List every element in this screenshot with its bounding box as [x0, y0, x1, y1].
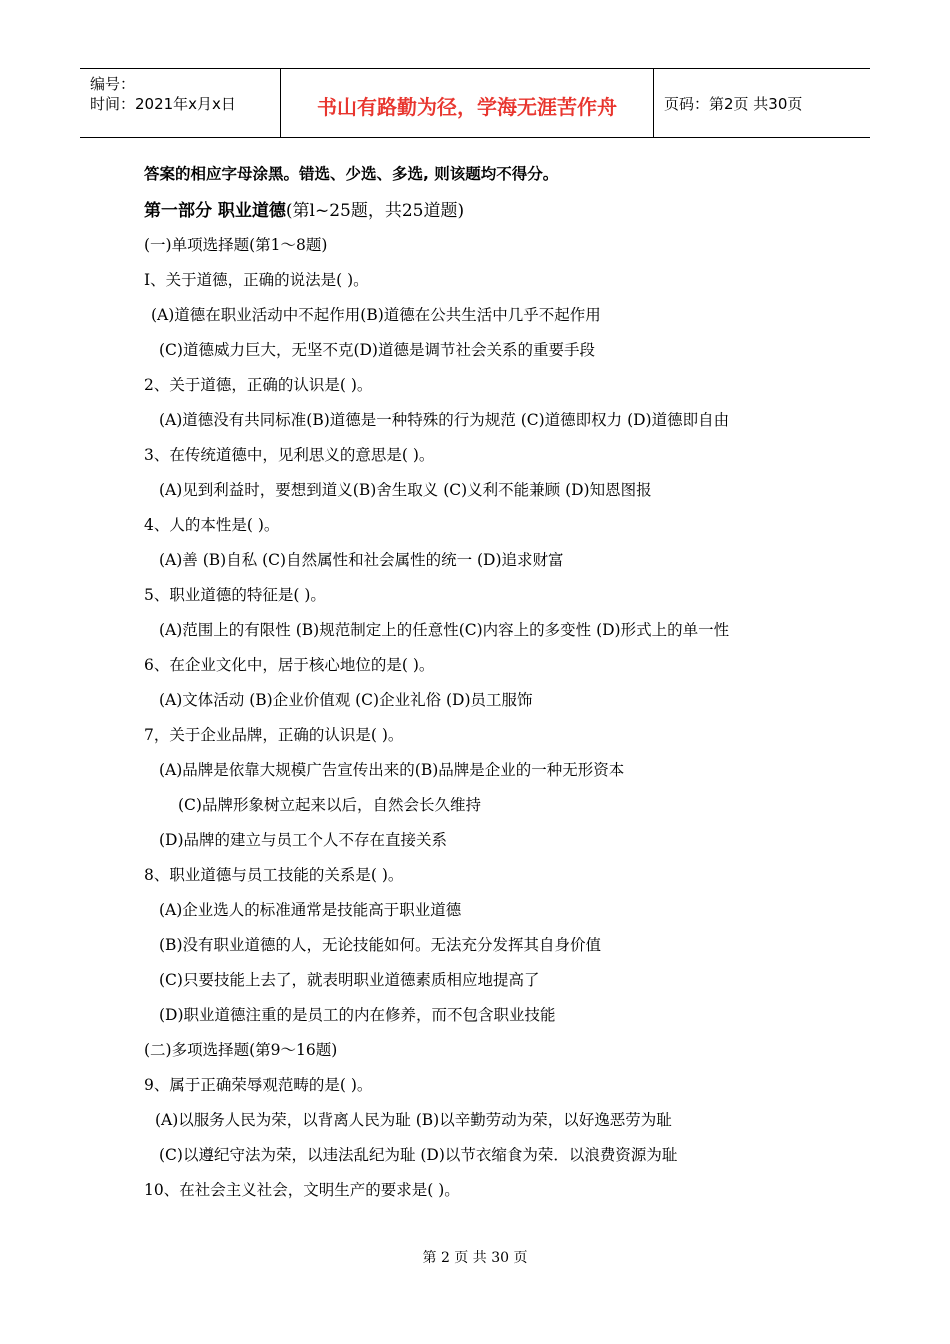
page-footer: 第 2 页 共 30 页 — [422, 1250, 528, 1266]
question-option: (C)以遵纪守法为荣，以违法乱纪为耻 (D)以节衣缩食为荣．以浪费资源为耻 — [159, 1146, 678, 1164]
question-option: (A)以服务人民为荣，以背离人民为耻 (B)以辛勤劳动为荣，以好逸恶劳为耻 — [155, 1111, 672, 1129]
page-info: 页码：第2页 共30页 — [664, 95, 803, 113]
question-option: (C)品牌形象树立起来以后，自然会长久维持 — [178, 796, 481, 814]
question-option: (C)道德威力巨大，无坚不克(D)道德是调节社会关系的重要手段 — [159, 341, 595, 359]
page-header — [80, 68, 870, 138]
question-stem: 10、在社会主义社会，文明生产的要求是( )。 — [144, 1181, 460, 1199]
header-motto-cell — [280, 69, 654, 137]
part-range: (第l~25题，共25道题) — [285, 201, 465, 221]
intro-text: 答案的相应字母涂黑。错选、少选、多选, 则该题均不得分。 — [144, 165, 559, 183]
question-option: (B)没有职业道德的人，无论技能如何。无法充分发挥其自身价值 — [159, 936, 601, 954]
question-stem: 5、职业道德的特征是( )。 — [144, 586, 326, 604]
question-option: (D)职业道德注重的是员工的内在修养，而不包含职业技能 — [159, 1006, 556, 1024]
header-page-cell — [654, 69, 870, 137]
question-option: (C)只要技能上去了，就表明职业道德素质相应地提高了 — [159, 971, 540, 989]
question-option: (A)道德没有共同标准(B)道德是一种特殊的行为规范 (C)道德即权力 (D)道德即自由 — [159, 411, 730, 429]
question-stem: 8、职业道德与员工技能的关系是( )。 — [144, 866, 404, 884]
question-stem: I、关于道德，正确的说法是( )。 — [144, 271, 369, 289]
question-stem: 2、关于道德，正确的认识是( )。 — [144, 376, 373, 394]
time-label: 时间：2021年x月x日 — [90, 95, 236, 113]
part-title: 第一部分 职业道德 — [144, 201, 286, 221]
section-heading: (二)多项选择题(第9～16题) — [144, 1041, 338, 1059]
question-option: (A)道德在职业活动中不起作用(B)道德在公共生活中几乎不起作用 — [151, 306, 601, 324]
header-meta-cell — [80, 69, 280, 137]
question-stem: 9、属于正确荣辱观范畴的是( )。 — [144, 1076, 373, 1094]
section-heading: (一)单项选择题(第1～8题) — [144, 236, 328, 254]
question-option: (A)善 (B)自私 (C)自然属性和社会属性的统一 (D)追求财富 — [159, 551, 564, 569]
question-stem: 3、在传统道德中，见利思义的意思是( )。 — [144, 446, 435, 464]
question-option: (A)企业选人的标准通常是技能高于职业道德 — [159, 901, 462, 919]
question-option: (A)见到利益时，要想到道义(B)舍生取义 (C)义利不能兼顾 (D)知恩图报 — [159, 481, 652, 499]
question-stem: 6、在企业文化中，居于核心地位的是( )。 — [144, 656, 435, 674]
question-option: (A)品牌是依靠大规模广告宣传出来的(B)品牌是企业的一种无形资本 — [159, 761, 625, 779]
part-heading — [144, 196, 464, 221]
question-stem: 4、人的本性是( )。 — [144, 516, 280, 534]
motto-text: 书山有路勤为径，学海无涯苦作舟 — [317, 95, 617, 119]
question-option: (A)范围上的有限性 (B)规范制定上的任意性(C)内容上的多变性 (D)形式上的单一性 — [159, 621, 730, 639]
question-stem: 7，关于企业品牌，正确的认识是( )。 — [144, 726, 404, 744]
question-option: (D)品牌的建立与员工个人不存在直接关系 — [159, 831, 448, 849]
number-label: 编号： — [90, 75, 136, 93]
question-option: (A)文体活动 (B)企业价值观 (C)企业礼俗 (D)员工服饰 — [159, 691, 533, 709]
